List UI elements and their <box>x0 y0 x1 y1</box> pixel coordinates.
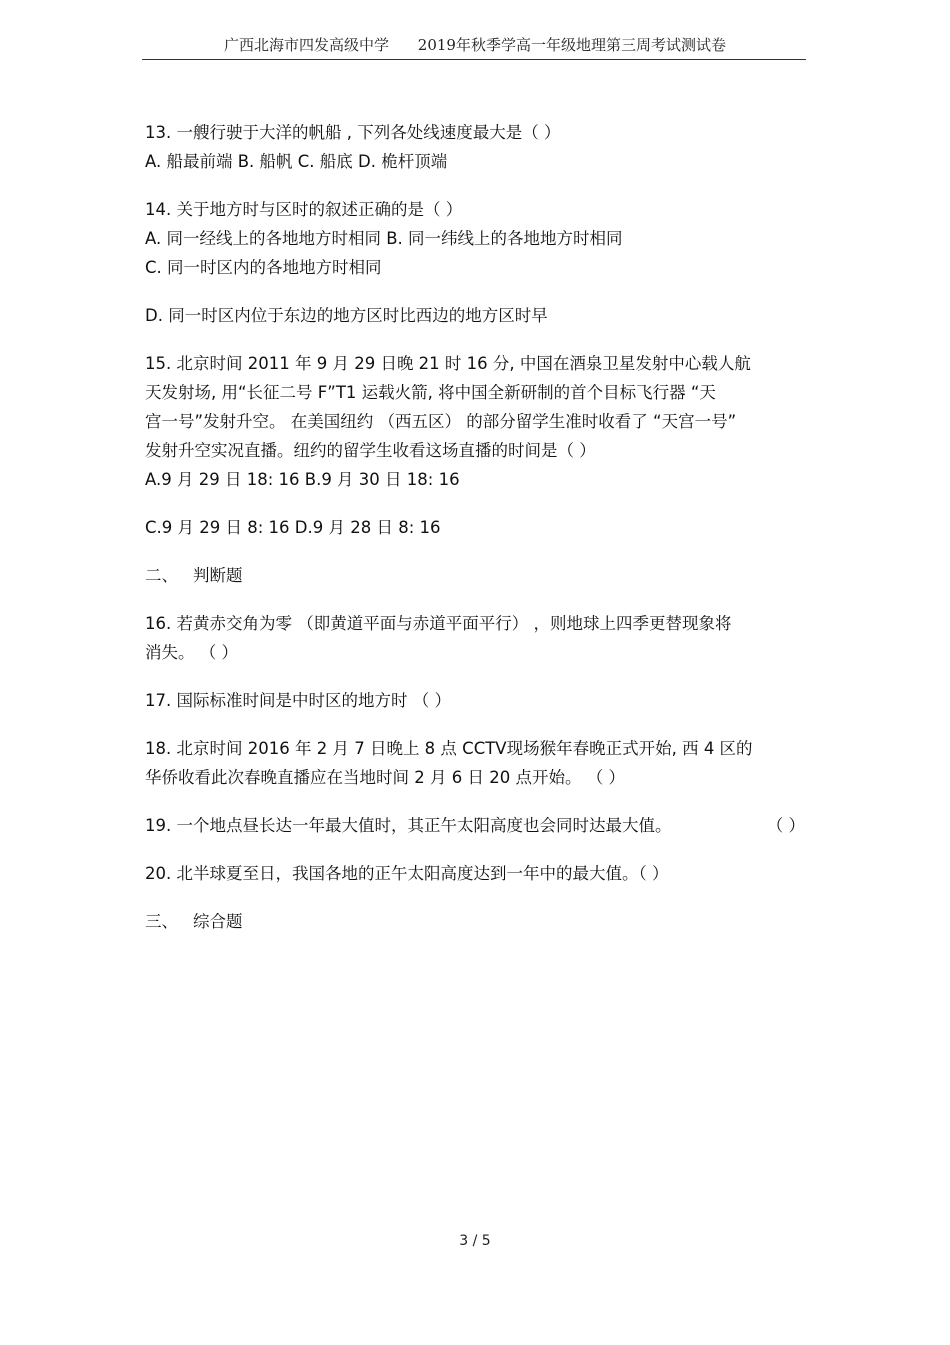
question-15 <box>145 349 805 542</box>
question-16 <box>145 609 805 667</box>
question-15-line-3: 宫一号”发射升空。 在美国纽约 （西五区） 的部分留学生准时收看了 “天宫一号” <box>145 412 737 431</box>
page-number: 3 / 5 <box>459 1233 491 1249</box>
question-16-line-2: 消失。 （ ） <box>145 643 238 662</box>
question-17: 17. 国际标准时间是中时区的地方时 （ ） <box>145 691 451 710</box>
question-19-paren: （ ） <box>766 816 805 835</box>
question-19 <box>145 811 805 840</box>
question-14-option-c: C. 同一时区内的各地地方时相同 <box>145 258 382 277</box>
question-15-options-ab: A.9 月 29 日 18: 16 B.9 月 30 日 18: 16 <box>145 470 460 489</box>
question-15-options-cd: C.9 月 29 日 8: 16 D.9 月 28 日 8: 16 <box>145 518 441 537</box>
section-3-number: 三、 <box>145 912 178 931</box>
section-3-heading <box>145 907 805 936</box>
question-14-stem: 14. 关于地方时与区时的叙述正确的是（ ） <box>145 200 463 219</box>
page-header <box>0 34 950 55</box>
question-18 <box>145 734 805 792</box>
header-rule <box>142 59 806 60</box>
question-15-line-4: 发射升空实况直播。纽约的留学生收看这场直播的时间是（ ） <box>145 441 596 460</box>
section-2-heading <box>145 561 805 590</box>
section-2-number: 二、 <box>145 566 178 585</box>
question-20: 20. 北半球夏至日，我国各地的正午太阳高度达到一年中的最大值。（ ） <box>145 864 669 883</box>
header-school: 广西北海市四发高级中学 <box>224 36 390 54</box>
page-content <box>145 118 805 936</box>
question-15-line-1: 15. 北京时间 2011 年 9 月 29 日晚 21 时 16 分, 中国在酒泉卫星发射中心载人航 <box>145 354 751 373</box>
question-14-options-ab: A. 同一经线上的各地地方时相同 B. 同一纬线上的各地地方时相同 <box>145 229 623 248</box>
question-13-stem: 13. 一艘行驶于大洋的帆船 , 下列各处线速度最大是（ ） <box>145 123 561 142</box>
question-14-option-d: D. 同一时区内位于东边的地方区时比西边的地方区时早 <box>145 306 548 325</box>
question-19-text: 19. 一个地点昼长达一年最大值时，其正午太阳高度也会同时达最大值。 <box>145 816 672 835</box>
question-14 <box>145 195 805 330</box>
question-16-line-1: 16. 若黄赤交角为零 （即黄道平面与赤道平面平行） ，则地球上四季更替现象将 <box>145 614 732 633</box>
section-3-title: 综合题 <box>193 912 243 931</box>
header-title: 2019年秋季学高一年级地理第三周考试测试卷 <box>417 36 726 54</box>
question-15-line-2: 天发射场, 用“长征二号 F”T1 运载火箭, 将中国全新研制的首个目标飞行器 “天 <box>145 383 716 402</box>
question-18-line-1: 18. 北京时间 2016 年 2 月 7 日晚上 8 点 CCTV现场猴年春晚正式开始, 西 4 区的 <box>145 739 753 758</box>
question-18-line-2: 华侨收看此次春晚直播应在当地时间 2 月 6 日 20 点开始。 （ ） <box>145 768 625 787</box>
section-2-title: 判断题 <box>193 566 243 585</box>
question-13-options: A. 船最前端 B. 船帆 C. 船底 D. 桅杆顶端 <box>145 152 448 171</box>
question-13 <box>145 118 805 176</box>
